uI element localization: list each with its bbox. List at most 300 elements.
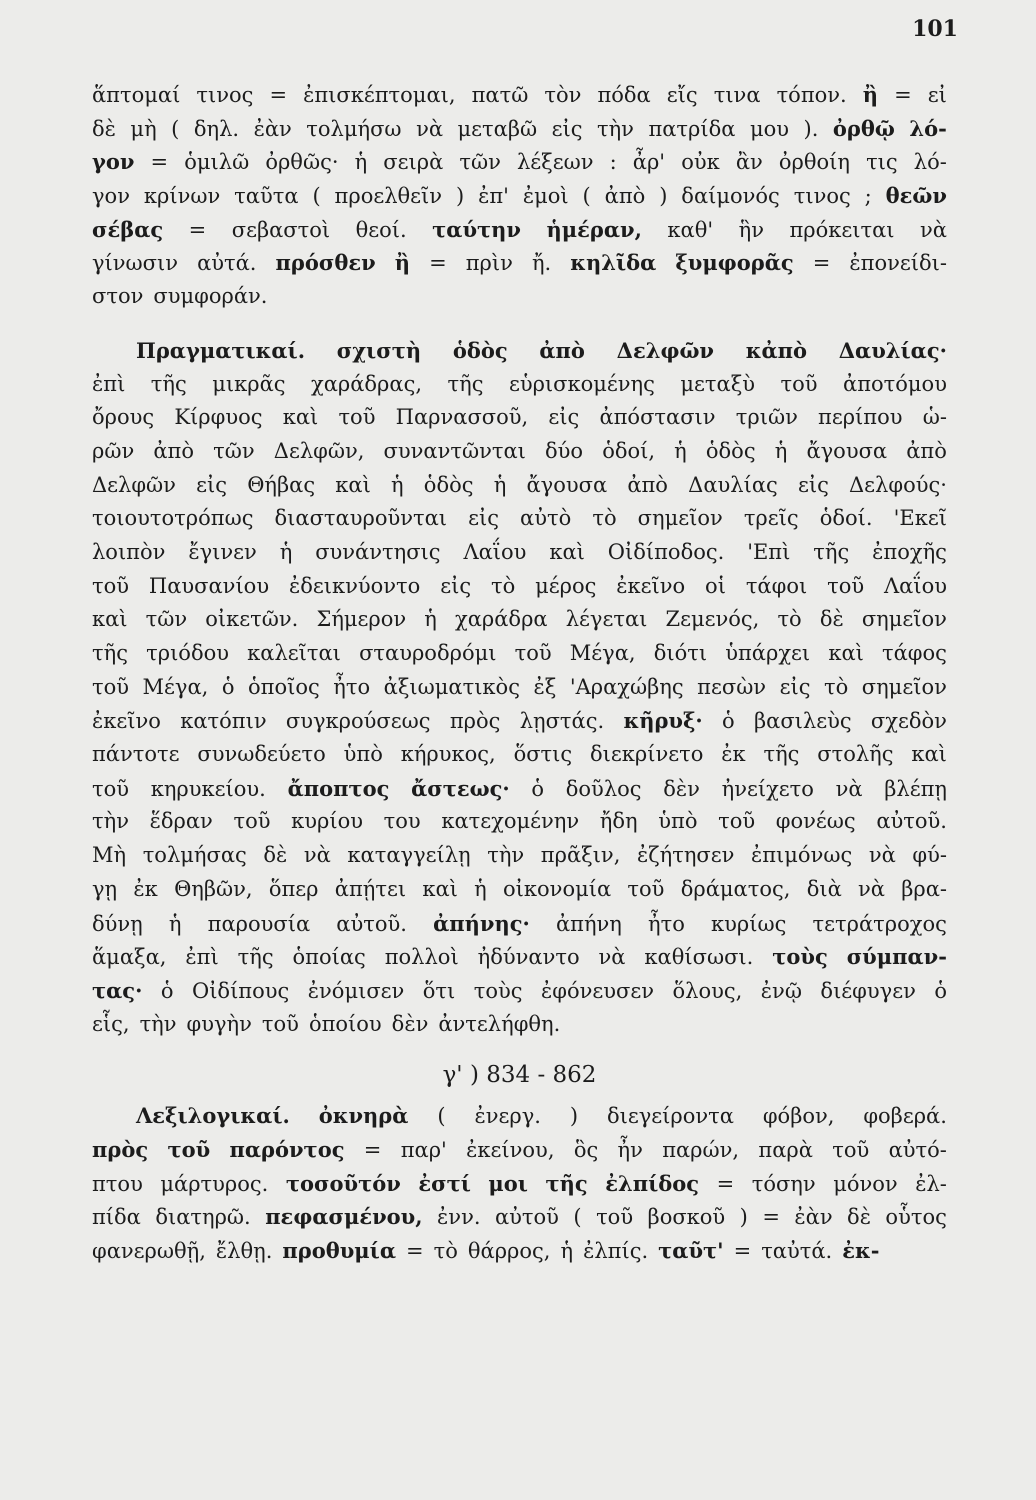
word: = [762, 1205, 780, 1230]
text-line [92, 843, 947, 877]
word: εἰ [927, 83, 947, 107]
word: τόπον. [776, 83, 847, 107]
word: καὶ [422, 876, 458, 901]
word: Λαΐου [883, 573, 947, 598]
word: δὲ [92, 116, 116, 141]
word: ἐπιμόνως [750, 843, 853, 868]
word: καὶ [335, 472, 371, 497]
word: ἐλπίς. [583, 1239, 649, 1263]
word: μέρος [535, 573, 597, 598]
word: οἰκετῶν. [205, 607, 299, 632]
word: ἔγινεν [188, 539, 257, 564]
text-line [92, 540, 947, 574]
word: ἀντελήφθη. [438, 1011, 561, 1036]
word: δὲν [391, 1011, 429, 1036]
text-line [92, 82, 947, 116]
word: οὐκ [681, 150, 720, 175]
word: ρῶν [92, 438, 135, 463]
word: οὗτος [885, 1205, 947, 1230]
word: εἴς [666, 83, 698, 107]
word: ( [573, 1205, 582, 1230]
word: συναντῶνται [383, 438, 526, 463]
word: ἅπτομαί [92, 83, 181, 107]
word: εἰς [779, 674, 811, 699]
word: δοῦλος [565, 776, 642, 801]
word: τῆς [763, 742, 800, 767]
word: ἐκεῖνο [616, 573, 686, 598]
word: τολμήσω [306, 116, 402, 141]
word: κρίνων [143, 184, 221, 209]
word: δὲν [663, 776, 700, 801]
text-line [92, 1171, 947, 1205]
word: ) [455, 184, 465, 209]
word: γον [92, 184, 130, 209]
word: σημεῖον [861, 674, 947, 699]
word: ἐκ [721, 742, 746, 767]
word: ἐζήτησεν [636, 843, 735, 868]
word: ἄγουσα [806, 438, 888, 463]
paragraph [92, 338, 947, 1045]
bold-term: πρὸς [92, 1136, 149, 1162]
bold-term: ἐλπίδος [605, 1170, 700, 1196]
word: βλέπῃ [884, 776, 947, 801]
bold-term: ἀπὸ [539, 337, 585, 363]
word: ἐνόμισεν [307, 978, 405, 1003]
word: ἐὰν [253, 116, 292, 141]
word: προελθεῖν [334, 184, 443, 209]
word: διεκρίνετο [590, 742, 704, 767]
text-line [92, 1137, 947, 1171]
word: ὅστις [513, 742, 573, 767]
word: πατρίδα [648, 116, 736, 141]
section-heading: γ' ) 834 - 862 [442, 1062, 597, 1089]
word: τριόδου [146, 641, 230, 665]
word: αὐτό- [888, 1137, 947, 1162]
word: ὅτι [422, 978, 456, 1003]
word: νὰ [598, 945, 626, 970]
word: φυγὴν [186, 1011, 252, 1036]
word: ἅμαξα, [92, 945, 167, 970]
word: μάρτυρος. [160, 1171, 269, 1196]
word: ὁποίου [308, 1011, 382, 1036]
word: ὀρθοίη [778, 150, 850, 175]
word: νὰ [858, 876, 885, 901]
bold-term: μοι [488, 1170, 528, 1196]
text-line [92, 149, 947, 183]
word: δὲ [819, 607, 844, 632]
word: φόβον, [762, 1104, 835, 1129]
word: Οἰδίποδος. [607, 539, 725, 564]
word: πίδα [92, 1205, 141, 1230]
word: αὐτοῦ [494, 1205, 559, 1230]
bold-term: προθυμία [282, 1238, 397, 1263]
word: εἰς [551, 116, 583, 141]
word: ἕδραν [149, 809, 213, 834]
text-line [92, 506, 947, 540]
word: ὁδοί, [602, 438, 656, 463]
word: = [269, 83, 288, 107]
word: δύνῃ [92, 911, 143, 936]
text-line [92, 1103, 947, 1137]
word: : [609, 150, 617, 175]
word: εἷς, [92, 1011, 130, 1036]
word: ἡ [674, 438, 687, 463]
word: συνάντησις [315, 539, 441, 564]
word: τάφος [882, 641, 947, 665]
word: καθ' [667, 217, 714, 242]
word: τῆς [150, 371, 187, 396]
word: Κίρφυος [174, 405, 263, 430]
word: ἡ [474, 876, 487, 901]
word: ὁδὸς [423, 472, 474, 497]
bold-term: γον [92, 149, 135, 175]
word: δαίμονός [681, 184, 780, 209]
word: ( [171, 116, 180, 141]
text-line [92, 809, 947, 843]
word: παρὰ [758, 1137, 813, 1162]
word: τῶν [213, 438, 255, 463]
word: πτου [92, 1171, 143, 1196]
word: λέγεται [565, 607, 648, 632]
word: ὁδοί. [819, 506, 873, 531]
word: ἤδη [599, 809, 638, 834]
word: ἠνείχετο [721, 776, 814, 801]
bold-term: σέβας [92, 216, 164, 242]
word: τὴν [487, 843, 525, 868]
word: φύ- [912, 843, 947, 868]
word: πεσὼν [697, 674, 767, 699]
bold-term: τῆς [545, 1170, 588, 1196]
word: διεγείροντα [606, 1104, 734, 1129]
bold-term: Λεξιλογικαί. [136, 1103, 290, 1129]
word: τὴν [92, 809, 129, 834]
word: μου [749, 116, 790, 141]
word: σταυροδρόμι [359, 641, 497, 665]
page-number: 101 [912, 16, 958, 42]
word: 'Αραχώβης [569, 674, 684, 699]
word: τοῦ [92, 674, 130, 699]
word: θεοί. [355, 217, 407, 242]
word: τοῦ [627, 876, 665, 901]
word: τῆς [237, 945, 274, 970]
bold-term: λό- [909, 115, 947, 141]
word: τῆς [813, 539, 850, 564]
word: φονέως [775, 809, 856, 834]
word: δὲ [847, 1205, 871, 1230]
word: ἐκεῖνο [92, 709, 161, 734]
word: δὲ [263, 843, 288, 868]
word: τάφοι [745, 573, 808, 598]
word: τοῦ [338, 405, 376, 430]
bold-term: ἄποπτος [287, 775, 390, 801]
word: ἀξιωματικὸς [383, 674, 520, 699]
word: = [406, 1239, 424, 1263]
word: ἀπὸ [153, 438, 195, 463]
word: φοβερά. [863, 1104, 947, 1129]
word: κηρυκείου. [150, 776, 266, 801]
text-line [92, 742, 947, 776]
word: ἐξ [533, 674, 557, 699]
word: 'Εκεῖ [893, 506, 947, 531]
word: ὀρθῶς· [265, 150, 339, 175]
word: = [894, 83, 912, 107]
word: νὰ [303, 843, 331, 868]
word: ἣν [738, 217, 764, 242]
word: Μέγα, [569, 641, 636, 665]
word: παρουσία [207, 911, 311, 936]
word: τὸ [823, 674, 849, 699]
word: κατόπιν [180, 709, 267, 734]
word: ) [659, 184, 668, 209]
word: καλεῖται [247, 641, 341, 665]
word: ὡ- [922, 405, 947, 430]
bold-term: σύμπαν- [846, 944, 947, 970]
word: καὶ [828, 641, 864, 665]
word: ἐδεικνύοντο [288, 573, 421, 598]
word: τινος [196, 83, 254, 107]
word: ἀπὸ [604, 184, 646, 209]
bold-term: Δαυλίας· [838, 337, 947, 363]
word: ἆρ' [632, 150, 666, 175]
text-line [92, 877, 947, 911]
word: ) [739, 1205, 748, 1230]
word: γῃ [92, 876, 118, 901]
word: ἦτο [648, 911, 685, 936]
word: Παρνασσοῦ, [395, 405, 529, 430]
word: ἐπ' [478, 184, 509, 209]
word: ἀπήνη [555, 911, 622, 936]
bold-term: ὀκνηρὰ [318, 1103, 409, 1129]
word: λέξεων [516, 150, 594, 175]
text-line [92, 607, 947, 641]
word: ἡ [354, 150, 368, 175]
word: ὁ [531, 776, 545, 801]
word: τολμήσας [142, 843, 247, 868]
word: ) [569, 1104, 579, 1129]
word: ( [437, 1104, 446, 1129]
word: θάρρος, [467, 1239, 551, 1263]
word: οἱ [705, 573, 726, 598]
word: τῶν [459, 150, 501, 175]
word: τοῦ [780, 371, 818, 396]
text-line [92, 1012, 947, 1046]
word: ὅλους, [672, 978, 743, 1003]
word: νὰ [868, 843, 896, 868]
word: τοῦ [92, 573, 130, 598]
word: ἦτο [333, 674, 371, 699]
word: φανερωθῇ, [92, 1239, 206, 1263]
word: εἰς [548, 405, 580, 430]
word: τόσην [751, 1171, 816, 1196]
paragraph [92, 1103, 947, 1271]
word: τινος [793, 184, 851, 209]
word: ( [312, 184, 321, 209]
word: ὑπὸ [658, 809, 698, 834]
word: καθίσωσι. [644, 945, 754, 970]
text-line [92, 1204, 947, 1238]
word: ἐὰν [794, 1205, 833, 1230]
word: = [812, 251, 831, 276]
word: = [363, 1137, 382, 1162]
word: ἐνν. [437, 1205, 481, 1230]
word: ταῦτα [234, 184, 299, 209]
word: ἀπὸ [906, 438, 947, 463]
word: του [383, 809, 421, 834]
bold-term: Δελφῶν [616, 337, 715, 363]
word: ἐλ- [915, 1171, 947, 1196]
word: σημεῖον [861, 607, 947, 632]
word: πάντοτε [92, 742, 180, 767]
word: δηλ. [193, 116, 240, 141]
word: τοῦ [718, 809, 756, 834]
word: λοιπὸν [92, 539, 166, 564]
word: εἰς [440, 573, 472, 598]
word: γίνωσιν [92, 251, 179, 276]
text-line [92, 978, 947, 1012]
word: πρόκειται [789, 217, 895, 242]
bold-term: ἐκ- [842, 1238, 880, 1263]
word: ὁ [221, 674, 235, 699]
word: ἐμοὶ [522, 184, 569, 209]
word: τετράτροχος [812, 911, 947, 936]
word: ὑπὸ [343, 742, 383, 767]
word: λό- [913, 150, 947, 175]
word: καὶ [911, 742, 947, 767]
word: παρ' [400, 1137, 447, 1162]
text-line [92, 944, 947, 978]
word: Θήβας [247, 472, 316, 497]
bold-term: τοῦ [167, 1136, 211, 1162]
bold-term: θεῶν [885, 183, 947, 209]
word: μεταβῶ [457, 116, 538, 141]
word: χαράδρα [455, 607, 548, 632]
word: σεβαστοὶ [231, 217, 331, 242]
word: ὁποῖος [248, 674, 320, 699]
bold-term: ἡμέραν, [546, 216, 642, 242]
word: νὰ [920, 217, 947, 242]
word: ἡ [560, 1239, 574, 1263]
word: στολῆς [817, 742, 894, 767]
word: ἠδύναντο [477, 945, 580, 970]
text-line [92, 776, 947, 810]
word: = [733, 1239, 752, 1263]
word: Λαΐου [463, 539, 527, 564]
word: διατηρῶ. [155, 1205, 251, 1230]
word: συμφοράν. [153, 284, 268, 309]
word: ἐκ [133, 876, 158, 901]
word: ἂν [735, 150, 763, 175]
word: ἄγουσα [526, 472, 608, 497]
word: τὴν [596, 116, 634, 141]
bold-term: σχιστὴ [336, 337, 422, 363]
word: νὰ [835, 776, 863, 801]
word: τοῦ [92, 776, 130, 801]
word: ἡ [168, 911, 182, 936]
bold-term: ταῦτ' [658, 1238, 724, 1263]
bold-term: ταύτην [432, 216, 521, 242]
word: διότι [653, 641, 708, 665]
word: τὸ [433, 1239, 458, 1263]
word: ὄρους [92, 405, 155, 430]
word: τριῶν [735, 405, 798, 430]
text-line [92, 473, 947, 507]
bold-term: τοσοῦτόν [285, 1170, 401, 1196]
word: οἰκονομία [503, 876, 612, 901]
word: πρὶν [465, 251, 513, 276]
word: ἐπὶ [185, 945, 219, 970]
word: μὴ [130, 116, 157, 141]
bold-term: ἄστεως· [411, 775, 510, 801]
word: Μέγα, [142, 674, 209, 699]
bold-term: ἐστί [418, 1170, 471, 1196]
word: ἐπονείδι- [849, 251, 947, 276]
bold-term: πεφασμένου, [265, 1204, 423, 1230]
word: τοῦ [514, 641, 552, 665]
word: πρὸς [449, 709, 501, 734]
text-line [92, 284, 947, 318]
word: ἀποτόμου [843, 371, 947, 396]
word: ἡ [774, 438, 788, 463]
word: ὁ [934, 978, 947, 1003]
bold-term: Πραγματικαί. [136, 337, 306, 363]
word: Παυσανίου [148, 573, 270, 598]
word: τὸ [490, 573, 516, 598]
text-line [92, 183, 947, 217]
word: κατεχομένην [441, 809, 580, 834]
word: ἐνῷ [760, 978, 802, 1003]
word: ἀπόστασιν [599, 405, 716, 430]
word: ( [582, 184, 591, 209]
word: ἦν [617, 1137, 643, 1162]
word: πρᾶξιν, [540, 843, 621, 868]
bold-term: ἢ [862, 82, 879, 107]
word: Οἰδίπους [191, 978, 290, 1003]
paragraph-gap [92, 318, 947, 338]
bold-term: ἀπήνης· [433, 910, 530, 936]
word: ταὐτά. [761, 1239, 833, 1263]
word: ἔλθῃ. [215, 1239, 273, 1263]
word: τινα [713, 83, 761, 107]
word: καὶ [92, 607, 128, 632]
word: = [188, 217, 207, 242]
word: τὸ [777, 607, 802, 632]
word: τοῦ [827, 573, 865, 598]
bold-term: κηλῖδα [570, 250, 657, 276]
word: τοῦ [261, 1011, 299, 1036]
bold-term: τας· [92, 977, 143, 1003]
word: διασταυροῦνται [274, 506, 448, 531]
word: βρα- [901, 876, 947, 901]
word: ὁ [160, 978, 174, 1003]
word: δύο [545, 438, 584, 463]
word: ; [864, 184, 872, 209]
paragraph [92, 82, 947, 318]
text-line [92, 217, 947, 251]
word: μόνον [833, 1171, 898, 1196]
word: κυρίως [711, 911, 787, 936]
word: ὁδὸς [705, 438, 756, 463]
word: κυρίου [291, 809, 364, 834]
word: τοῦ [832, 1137, 870, 1162]
word: ὁμιλῶ [184, 150, 250, 175]
text-line [92, 338, 947, 372]
word: δράματος, [680, 876, 791, 901]
word: 'Επὶ [747, 539, 791, 564]
bold-term: κῆρυξ· [623, 708, 703, 734]
word: διέφυγεν [820, 978, 916, 1003]
word: πολλοὶ [384, 945, 459, 970]
word: ὁ [722, 709, 735, 734]
